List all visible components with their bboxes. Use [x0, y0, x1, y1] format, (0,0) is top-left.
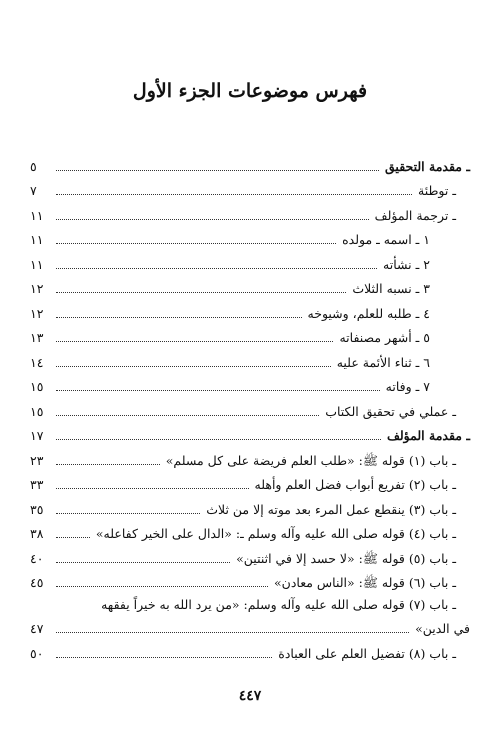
toc-leader-dots — [56, 243, 336, 244]
toc-entry-continuation — [30, 617, 470, 637]
toc-entry-page: ١٧ — [30, 428, 44, 443]
toc-entry-page: ٤٧ — [30, 621, 44, 636]
toc-entry-page: ١٥ — [30, 403, 44, 419]
toc-entry-label: ـ باب (٤) قوله صلى الله عليه وآله وسلم ـ: «الدال على الخير كفاعله» — [95, 526, 456, 541]
toc-entry-page: ٣٣ — [30, 477, 44, 492]
toc-entry-label: ٢ ـ نشأته — [383, 256, 430, 272]
toc-entry-label: ـ مقدمة المؤلف — [386, 428, 470, 443]
toc-leader-dots — [56, 537, 90, 538]
toc-entry-label: ـ باب (٥) قوله ﷺ: «لا حسد إلا في اثنتين» — [236, 550, 456, 566]
toc-entry-label: ـ باب (٨) تفضيل العلم على العبادة — [278, 645, 456, 661]
toc-leader-dots — [56, 464, 160, 465]
table-of-contents — [30, 150, 470, 662]
toc-entry — [30, 150, 470, 175]
toc-entry-page: ١٥ — [30, 379, 44, 394]
toc-entry-page: ١٤ — [30, 354, 44, 370]
toc-leader-dots — [56, 194, 412, 195]
toc-entry-page: ١٢ — [30, 281, 44, 296]
toc-entry-page: ١١ — [30, 207, 44, 223]
toc-leader-dots — [56, 268, 377, 269]
toc-entry-page: ١١ — [30, 232, 44, 247]
toc-leader-dots — [56, 292, 346, 293]
toc-entry-page: ١١ — [30, 256, 44, 272]
toc-entry — [30, 637, 470, 662]
toc-entry-label: ـ مقدمة التحقيق — [385, 158, 470, 174]
toc-entry-label: ٦ ـ ثناء الأئمة عليه — [336, 354, 430, 370]
toc-entry-page: ٤٥ — [30, 575, 44, 590]
toc-leader-dots — [56, 170, 379, 171]
toc-leader-dots — [56, 632, 409, 633]
toc-leader-dots — [56, 586, 268, 587]
toc-entry — [30, 346, 470, 371]
toc-entry-label: ـ باب (٣) ينقطع عمل المرء بعد موته إلا من ثلاث — [206, 501, 456, 517]
toc-leader-dots — [56, 390, 380, 391]
toc-entry-label: ـ باب (٢) تفريع أبواب فضل العلم وأهله — [254, 477, 456, 492]
toc-entry-label: ـ ترجمة المؤلف — [374, 207, 456, 223]
toc-entry-label: ١ ـ اسمه ـ مولده — [342, 232, 430, 247]
toc-entry-page: ١٢ — [30, 305, 44, 321]
toc-entry-label: ـ باب (٦) قوله ﷺ: «الناس معادن» — [274, 575, 456, 590]
toc-leader-dots — [56, 366, 331, 367]
toc-leader-dots — [56, 488, 249, 489]
toc-entry-page: ٥٠ — [30, 645, 44, 661]
page-title: فهرس موضوعات الجزء الأول — [132, 80, 368, 102]
toc-entry-page: ١٣ — [30, 330, 44, 345]
toc-entry — [30, 224, 470, 249]
toc-entry-label: ٣ ـ نسبه الثلاث — [352, 281, 430, 296]
toc-entry — [30, 420, 470, 445]
toc-entry — [30, 542, 470, 567]
toc-entry — [30, 322, 470, 347]
toc-leader-dots — [56, 513, 200, 514]
toc-entry — [30, 493, 470, 518]
toc-entry-page: ٧ — [30, 183, 37, 198]
toc-entry — [30, 591, 470, 637]
toc-entry — [30, 469, 470, 494]
toc-entry-label: ـ باب (١) قوله ﷺ: «طلب العلم فريضة على كل مسلم» — [165, 452, 456, 468]
toc-entry-page: ٣٥ — [30, 501, 44, 517]
toc-leader-dots — [56, 317, 302, 318]
page-number: ٤٤٧ — [238, 688, 262, 704]
toc-entry-label: ٥ ـ أشهر مصنفاته — [339, 330, 430, 345]
toc-entry — [30, 297, 470, 322]
toc-entry — [30, 444, 470, 469]
toc-entry — [30, 567, 470, 592]
toc-entry — [30, 199, 470, 224]
toc-entry-label: ـ توطئة — [418, 183, 456, 198]
toc-entry-label: ـ باب (٧) قوله صلى الله عليه وآله وسلم: «من يرد الله به خيراً يفقهه — [101, 597, 456, 612]
toc-leader-dots — [56, 439, 381, 440]
toc-leader-dots — [56, 415, 319, 416]
toc-entry-page: ٣٨ — [30, 526, 44, 541]
toc-entry — [30, 175, 470, 200]
toc-entry — [30, 273, 470, 298]
toc-entry — [30, 518, 470, 543]
toc-entry-label: ٤ ـ طلبه للعلم، وشيوخه — [307, 305, 430, 321]
toc-leader-dots — [56, 657, 272, 658]
toc-entry-page: ٥ — [30, 158, 37, 174]
toc-leader-dots — [56, 562, 230, 563]
toc-entry-label: ٧ ـ وفاته — [385, 379, 430, 394]
toc-entry-page: ٤٠ — [30, 550, 44, 566]
toc-entry-label: ـ عملي في تحقيق الكتاب — [325, 403, 456, 419]
toc-leader-dots — [56, 219, 369, 220]
toc-leader-dots — [56, 341, 333, 342]
toc-entry-label-continued: في الدين» — [415, 621, 470, 636]
toc-entry — [30, 395, 470, 420]
toc-entry-page: ٢٣ — [30, 452, 44, 468]
toc-entry — [30, 248, 470, 273]
toc-entry — [30, 371, 470, 396]
